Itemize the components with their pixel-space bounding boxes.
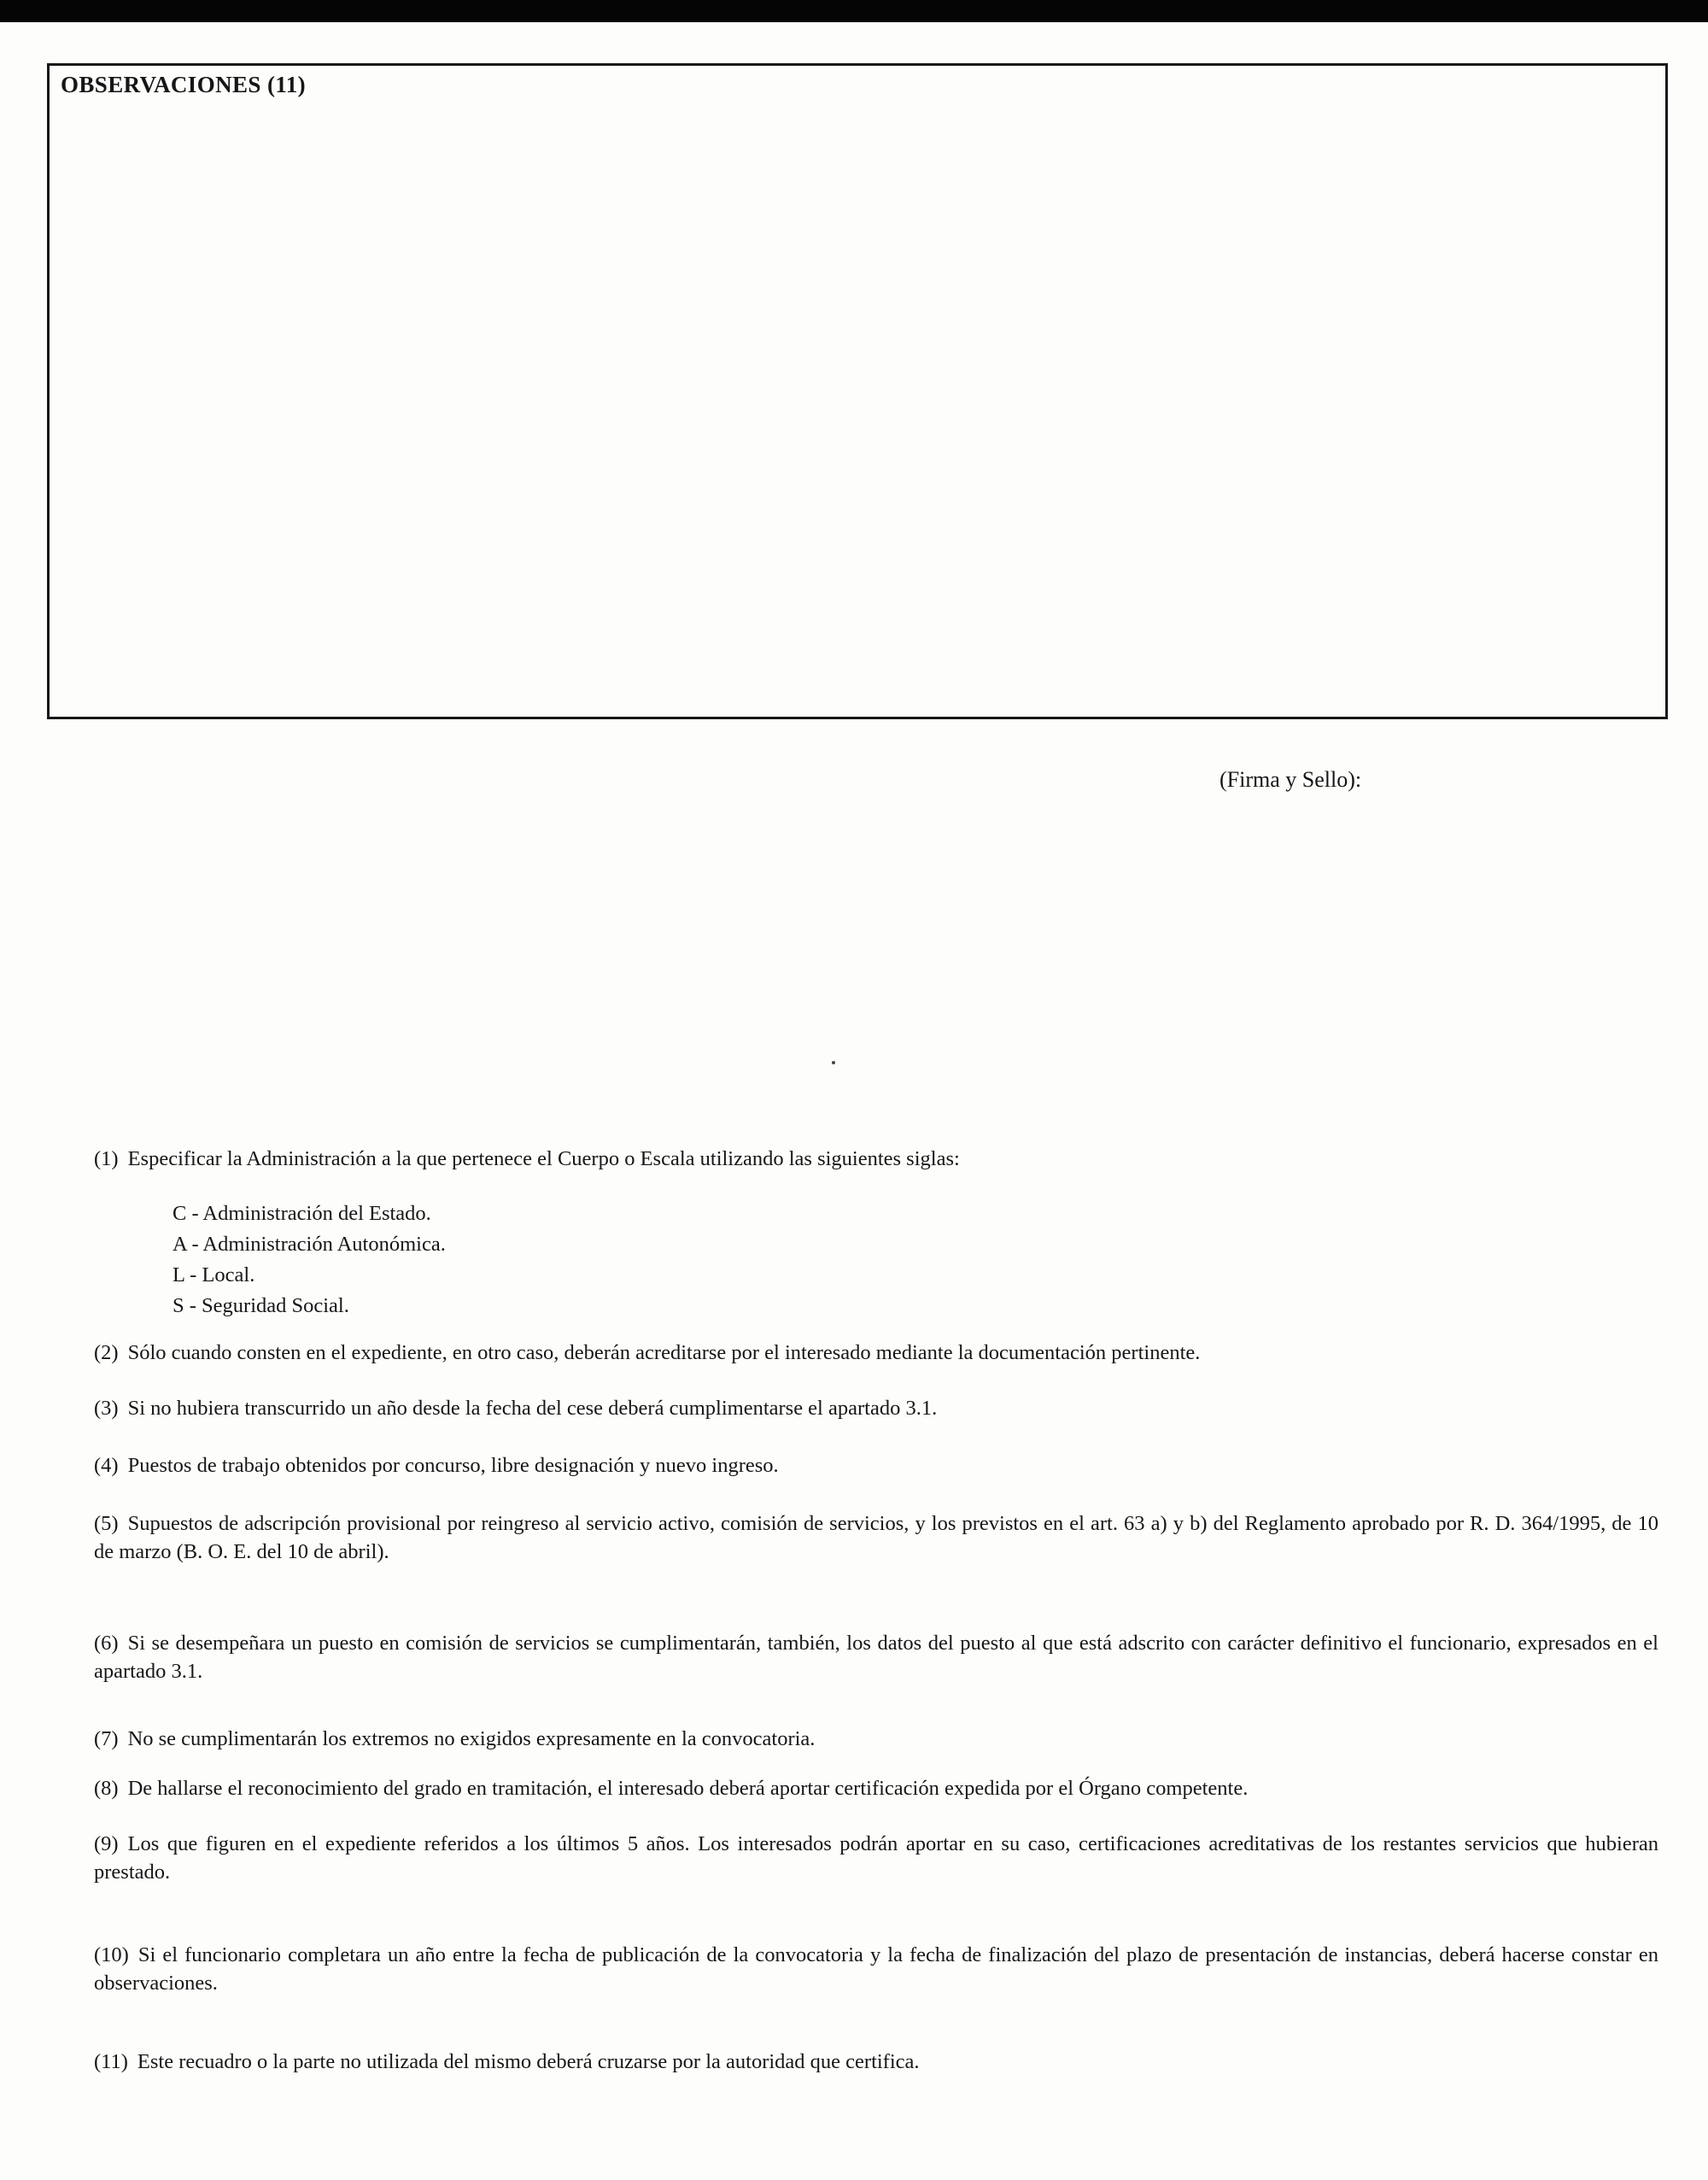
sigla-item-l: L - Local. [173, 1263, 255, 1286]
footnote-8-text: De hallarse el reconocimiento del grado en tramitación, el interesado deberá aportar certificación expedida por el Órgano competente. [127, 1777, 1249, 1800]
scan-edge-bar [0, 0, 1708, 22]
footnote-4-text: Puestos de trabajo obtenidos por concurso, libre designación y nuevo ingreso. [127, 1454, 779, 1477]
firma-sello-label: (Firma y Sello): [1220, 767, 1362, 792]
footnote-5 [94, 1509, 1658, 1566]
sigla-item-c: C - Administración del Estado. [173, 1202, 431, 1225]
footnote-1-number: (1) [94, 1147, 119, 1170]
footnote-2-number: (2) [94, 1341, 119, 1364]
footnote-4 [94, 1451, 1658, 1480]
sigla-item-a: A - Administración Autonómica. [173, 1233, 446, 1256]
siglas-list [94, 1198, 1658, 1321]
footnote-6 [94, 1629, 1658, 1685]
footnote-3-text: Si no hubiera transcurrido un año desde la fecha del cese deberá cumplimentarse el apartado 3.1. [127, 1397, 938, 1420]
footnote-2-text: Sólo cuando consten en el expediente, en otro caso, deberán acreditarse por el interesado mediante la documentación pertinente. [127, 1341, 1201, 1364]
footnote-9-number: (9) [94, 1832, 119, 1855]
footnote-9-text: Los que figuren en el expediente referidos a los últimos 5 años. Los interesados podrán aportar en su caso, certificaciones acreditativas de los restantes servicios que hubieran prestado. [94, 1832, 1658, 1884]
footnote-9 [94, 1830, 1658, 1886]
footnote-10-number: (10) [94, 1943, 129, 1966]
sigla-item-s: S - Seguridad Social. [173, 1294, 349, 1317]
observaciones-box [47, 63, 1668, 719]
footnote-10-text: Si el funcionario completara un año entre la fecha de publicación de la convocatoria y la fecha de finalización del plazo de presentación de instancias, deberá hacerse constar en observaciones. [94, 1943, 1658, 1995]
footnote-8-number: (8) [94, 1777, 119, 1800]
footnote-7-number: (7) [94, 1727, 119, 1750]
footnote-6-text: Si se desempeñara un puesto en comisión de servicios se cumplimentarán, también, los datos del puesto al que está adscrito con carácter definitivo el funcionario, expresados en el apartado 3.1. [94, 1632, 1658, 1683]
footnote-7-text: No se cumplimentarán los extremos no exigidos expresamente en la convocatoria. [127, 1727, 816, 1750]
footnote-5-number: (5) [94, 1512, 119, 1535]
footnote-10 [94, 1941, 1658, 1997]
footnote-11 [94, 2048, 1658, 2076]
scan-artifact-dot [832, 1061, 835, 1064]
footnotes-section [94, 1145, 1658, 2076]
footnote-1-text: Especificar la Administración a la que pertenece el Cuerpo o Escala utilizando las siguientes siglas: [127, 1147, 960, 1170]
footnote-1 [94, 1145, 1658, 1173]
footnote-5-text: Supuestos de adscripción provisional por reingreso al servicio activo, comisión de servicios, y los previstos en el art. 63 a) y b) del Reglamento aprobado por R. D. 364/1995, de 10 de marzo (B. O. E. del 10 de abril). [94, 1512, 1658, 1563]
footnote-7 [94, 1725, 1658, 1753]
footnote-11-text: Este recuadro o la parte no utilizada del mismo deberá cruzarse por la autoridad que certifica. [137, 2050, 920, 2073]
footnote-2 [94, 1339, 1658, 1367]
observaciones-title: OBSERVACIONES (11) [61, 72, 307, 97]
footnote-3-number: (3) [94, 1397, 119, 1420]
footnote-3 [94, 1394, 1658, 1422]
footnote-6-number: (6) [94, 1632, 119, 1655]
footnote-11-number: (11) [94, 2050, 128, 2073]
footnote-8 [94, 1774, 1658, 1802]
footnote-4-number: (4) [94, 1454, 119, 1477]
